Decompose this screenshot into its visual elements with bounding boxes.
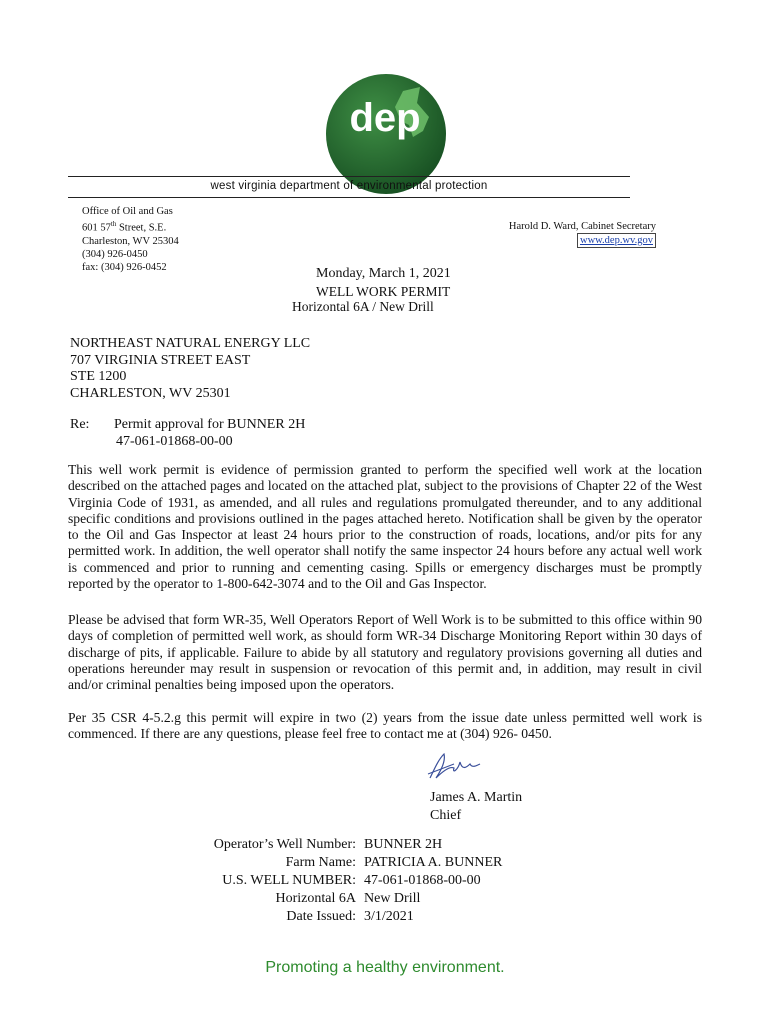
well-details <box>160 836 502 926</box>
header-rule-bottom <box>68 197 630 198</box>
detail-row <box>160 908 502 926</box>
detail-label: Horizontal 6A <box>275 891 356 906</box>
permit-type: Horizontal 6A / New Drill <box>292 299 434 314</box>
detail-row <box>160 872 502 890</box>
recipient-company: NORTHEAST NATURAL ENERGY LLC <box>70 336 311 351</box>
detail-label: Operator’s Well Number: <box>213 837 356 852</box>
signature <box>424 748 482 784</box>
re-api: 47-061-01868-00-00 <box>116 433 233 449</box>
detail-label: Farm Name: <box>285 855 356 870</box>
detail-row <box>160 836 502 854</box>
department-name: west virginia department of environmental protection <box>210 180 488 192</box>
signer-block <box>430 789 522 825</box>
permit-title: WELL WORK PERMIT <box>316 284 451 299</box>
office-phone: (304) 926-0450 <box>82 249 148 261</box>
recipient-suite: STE 1200 <box>70 369 127 384</box>
detail-value: New Drill <box>364 891 421 906</box>
paragraph-1: This well work permit is evidence of permission granted to perform the specified well work at the location described on the attached pages and located on the attached plat, subject to the provisions of Chapter 22 of the West Virginia Code of 1931, as amended, and all rules and regulations promulgated thereunder, and to any additional specific conditions and provisions outlined in the pages attached hereto. Notification shall be given by the operator to the Oil and Gas Inspector at least 24 hours prior to the construction of roads, locations, and/or pits for any permitted work. In addition, the well operator shall notify the same inspector 24 hours before any actual well work is commenced and prior to running and cementing casing. Spills or emergency discharges must be promptly reported by the operator to 1-800-642-3074 and to the Oil and Gas Inspector. <box>68 462 702 592</box>
website-link[interactable]: www.dep.wv.gov <box>577 233 656 248</box>
secretary-name: Harold D. Ward, Cabinet Secretary <box>508 221 656 232</box>
office-city: Charleston, WV 25304 <box>82 235 179 247</box>
recipient-street: 707 VIRGINIA STREET EAST <box>70 352 251 368</box>
footer-slogan: Promoting a healthy environment. <box>265 959 505 976</box>
paragraph-2: Please be advised that form WR-35, Well Operators Report of Well Work is to be submitted to this office within 90 days of completion of permitted well work, as should form WR-34 Discharge Monitoring Report within 30 days of discharge of pits, if applicable. Failure to abide by all statutory and regulatory provisions governing all duties and operations hereunder may result in suspension or revocation of this permit and, in addition, may result in civil and/or criminal penalties being imposed upon the operators. <box>68 612 702 693</box>
recipient-city: CHARLESTON, WV 25301 <box>70 385 231 401</box>
detail-label: U.S. WELL NUMBER: <box>222 873 356 888</box>
secretary-block <box>509 220 656 248</box>
detail-value: 3/1/2021 <box>364 909 414 924</box>
detail-label: Date Issued: <box>286 909 356 924</box>
office-fax: fax: (304) 926-0452 <box>82 262 167 274</box>
signer-name: James A. Martin <box>430 790 523 805</box>
letter-date: Monday, March 1, 2021 <box>316 266 451 281</box>
re-label: Re: <box>70 417 90 432</box>
re-body <box>114 417 305 450</box>
signer-title: Chief <box>430 808 462 823</box>
detail-value: PATRICIA A. BUNNER <box>364 855 503 870</box>
detail-value: 47-061-01868-00-00 <box>364 873 481 888</box>
re-text: Permit approval for <box>114 417 224 432</box>
logo-text: dep <box>349 96 421 140</box>
re-well: BUNNER 2H <box>227 417 306 432</box>
detail-value: BUNNER 2H <box>364 837 443 852</box>
paragraph-3: Per 35 CSR 4-5.2.g this permit will expire in two (2) years from the issue date unless permitted well work is commenced. If there are any questions, please feel free to contact me at (304) 926- 0450. <box>68 710 702 742</box>
office-address <box>82 205 179 275</box>
recipient-address <box>70 336 310 402</box>
detail-row <box>160 854 502 872</box>
office-street: 601 57th Street, S.E. <box>82 220 167 234</box>
detail-row <box>160 890 502 908</box>
office-name: Office of Oil and Gas <box>82 206 173 217</box>
header-rule-top <box>68 176 630 177</box>
